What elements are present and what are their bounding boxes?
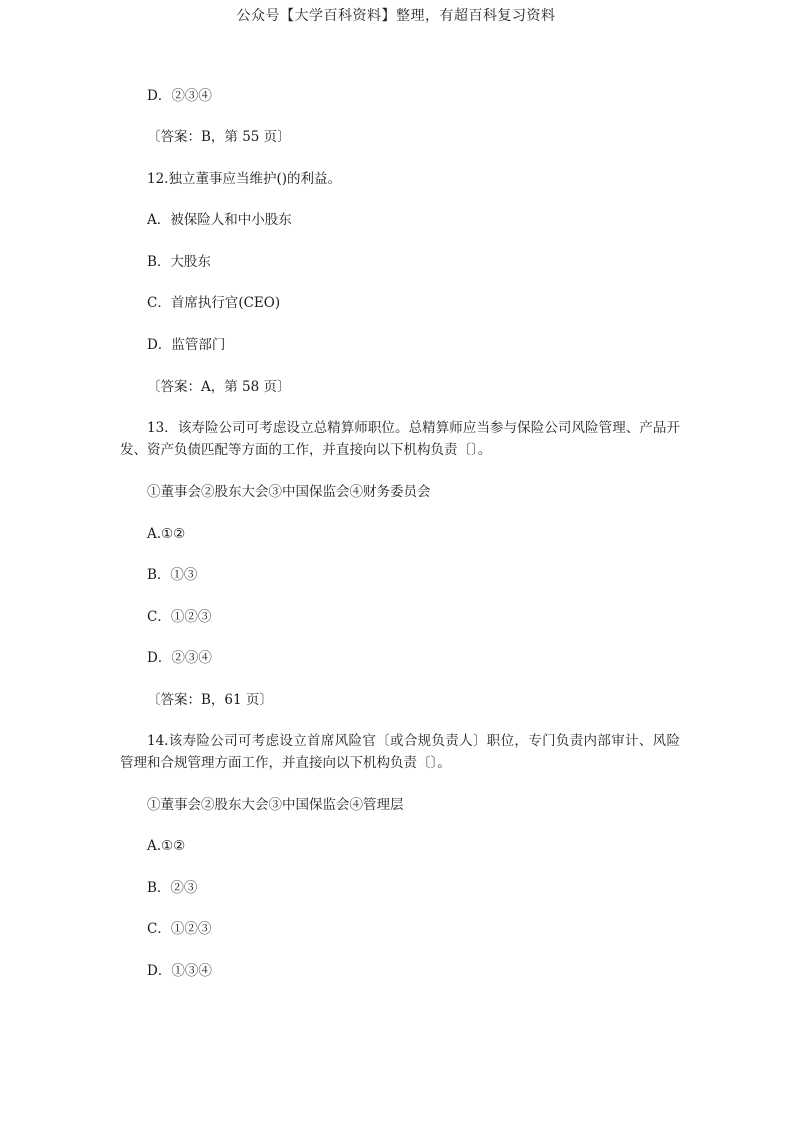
q14-question: 14.该寿险公司可考虑设立首席风险官〔或合规负责人〕职位，专门负责内部审计、风险管理和合规管理方面工作，并直接向以下机构负责〔〕。 [120,733,680,771]
q13-option-c: C．①②③ [147,609,212,625]
q12-option-c: C．首席执行官(CEO) [147,295,281,311]
q14-option-d: D．①③④ [147,963,212,979]
q12-question: 12.独立董事应当维护()的利益。 [147,171,342,187]
q13-answer: 〔答案：B，61 页〕 [147,692,273,708]
q13-option-d: D．②③④ [147,650,212,666]
q12-option-a: A．被保险人和中小股东 [147,212,292,228]
q13-statements: ①董事会②股东大会③中国保监会④财务委员会 [147,484,431,500]
q11-answer: 〔答案：B，第 55 页〕 [147,129,291,145]
q14-option-a: A.①② [147,838,186,854]
q14-statements: ①董事会②股东大会③中国保监会④管理层 [147,797,404,813]
q12-answer: 〔答案：A，第 58 页〕 [147,379,291,395]
page-header: 公众号【大学百科资料】整理，有超百科复习资料 [236,8,556,24]
q14-option-b: B．②③ [147,880,198,896]
q13-option-a: A.①② [147,526,186,542]
q13-option-b: B．①③ [147,567,198,583]
q13-question: 13．该寿险公司可考虑设立总精算师职位。总精算师应当参与保险公司风险管理、产品开发、资产负债匹配等方面的工作，并直接向以下机构负责〔〕。 [120,420,680,458]
q12-option-b: B．大股东 [147,254,211,270]
q14-option-c: C．①②③ [147,921,212,937]
q12-option-d: D．监管部门 [147,337,226,353]
q11-option-d: D．②③④ [147,88,212,104]
